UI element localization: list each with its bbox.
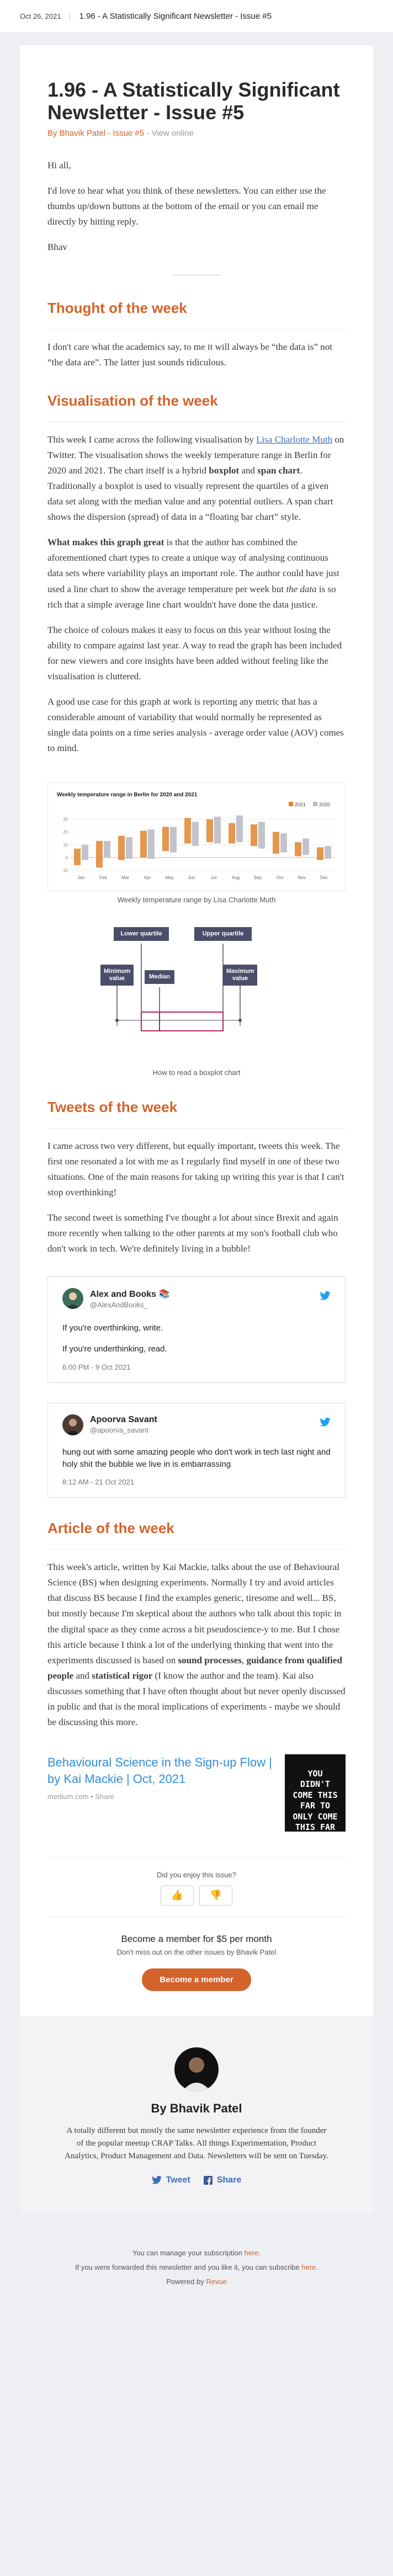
tweets-paragraph-1: I came across two very different, but equally important, tweets this week. The first one resonated a lot with me as I regularly find myself in one of these two situations. One of the main reasons for taking up writing this year is that I can't stop overthinking! — [47, 1141, 344, 1198]
tweets-heading: Tweets of the week — [47, 1099, 178, 1115]
minimum-label: Minimum value — [100, 965, 134, 986]
x-tick-label: Jun — [188, 875, 195, 880]
byline-separator-2: - — [144, 128, 152, 138]
y-tick-label: 20 — [63, 829, 68, 835]
revue-link[interactable]: Revue — [206, 2277, 227, 2286]
text: and — [239, 465, 258, 476]
range-bar-2021 — [295, 842, 301, 856]
range-bar-2021 — [162, 827, 169, 851]
tweet-text: hung out with some amazing people who don't work in tech last night and holy shit the bubble we live in is embarrassing — [62, 1447, 331, 1469]
text: You can manage your subscription — [132, 2248, 245, 2257]
x-tick-label: May — [165, 875, 174, 880]
viz-section — [47, 432, 346, 756]
article-link-meta — [47, 1792, 285, 1801]
intro-body: I'd love to hear what you think of these newsletters. You can either use the thumbs up/down buttons at the bottom of the email or you can email me directly by hitting reply. — [47, 185, 326, 227]
x-tick-label: Dec — [320, 875, 328, 880]
y-tick-label: 30 — [63, 817, 68, 822]
tweet-card[interactable] — [47, 1276, 346, 1383]
legend-swatch — [289, 802, 293, 806]
maximum-label: Maximum value — [223, 965, 257, 986]
text: . — [258, 2248, 261, 2257]
range-bar-2021 — [273, 832, 279, 854]
view-online-link[interactable]: View online — [151, 128, 194, 138]
twitter-bird-icon[interactable] — [320, 1291, 331, 1303]
lisa-charlotte-muth-link[interactable]: Lisa Charlotte Muth — [256, 434, 333, 445]
feedback — [47, 1857, 346, 1917]
x-tick-label: Jul — [210, 875, 217, 880]
share-label: Share — [216, 2175, 242, 2185]
become-member-button[interactable]: Become a member — [142, 1968, 251, 1991]
manage-subscription-link[interactable]: here — [244, 2248, 259, 2257]
tweet-label: Tweet — [166, 2175, 190, 2185]
temperature-chart-svg — [56, 790, 338, 883]
range-bar-2020 — [214, 817, 221, 844]
feedback-buttons — [47, 1886, 346, 1906]
article-section — [47, 1560, 346, 1730]
range-bar-2021 — [140, 831, 147, 858]
thumbs-up-button[interactable]: 👍 — [161, 1886, 194, 1906]
legend-label: 2020 — [319, 802, 331, 807]
text: is that the author has combined the aforementioned chart types to create a unique way of analysing continuous data sets where variability plays an important role. The author could have just used a line chart to show the average temperature per week but — [47, 537, 339, 594]
article-thumbnail[interactable]: YOU DIDN'T COME THIS FAR TO ONLY COME THIS FAR — [285, 1754, 346, 1832]
bold-text: span chart — [257, 465, 300, 476]
upper-quartile-label: Upper quartile — [194, 927, 252, 941]
avatar[interactable] — [62, 1414, 83, 1435]
text: . — [316, 2263, 318, 2271]
top-bar-title: 1.96 - A Statistically Significant Newsletter - Issue #5 — [79, 12, 272, 21]
section-rule — [47, 1549, 346, 1550]
byline-separator: - — [105, 128, 113, 138]
membership-subtitle: Don't miss out on the other issues by Bhavik Patel — [116, 1947, 277, 1956]
tweet-author-name[interactable]: Apoorva Savant — [90, 1415, 157, 1425]
meta-separator: • — [88, 1792, 95, 1801]
legend-swatch — [313, 802, 317, 806]
avatar[interactable] — [62, 1288, 83, 1309]
issue-link[interactable]: Issue #5 — [113, 128, 145, 138]
y-tick-label: -10 — [61, 868, 68, 873]
viz-heading: Visualisation of the week — [47, 392, 218, 409]
signoff: Bhav — [47, 241, 67, 252]
powered-by — [17, 2275, 376, 2289]
text: This week's article, written by Kai Mackie, talks about the use of Behavioural Science (BS) when designing experiments. Normally I try and avoid articles that discuss BS because I find the examples generic, tiresome and well... BS, but mostly because I'm skeptical about the authors who talk about this topic in the digital space as they come across a bit pseudoscience-y to me. But I chose this article because I think a lot of the underlying thinking that went into the experiments discussed is based on — [47, 1562, 342, 1665]
range-bar-2020 — [192, 822, 199, 846]
tweets-section — [47, 1138, 346, 1257]
tweet-timestamp[interactable]: 6:00 PM - 9 Oct 2021 — [62, 1362, 131, 1371]
article-link-card[interactable] — [47, 1754, 346, 1832]
x-tick-label: Aug — [231, 875, 240, 880]
section-rule — [47, 1128, 346, 1129]
text: If you were forwarded this newsletter and you like it, you can subscribe — [75, 2263, 302, 2271]
subscribe-link[interactable]: here — [301, 2263, 316, 2271]
article-heading: Article of the week — [47, 1520, 174, 1537]
range-bar-2021 — [184, 818, 191, 843]
subscribe-note — [17, 2260, 376, 2275]
intro — [47, 158, 346, 255]
thought-body: I don't care what the academics say, to me it will always be “the data is” not “the data are”. The latter just sounds ridiculous. — [47, 342, 333, 368]
bold-text: sound processes — [178, 1654, 242, 1665]
range-bar-2021 — [74, 849, 81, 865]
range-bar-2020 — [236, 816, 243, 843]
x-tick-label: Oct — [276, 875, 284, 880]
viz-paragraph-3: The choice of colours makes it easy to focus on this year without losing the ability to compare against last year. A way to read the graph has been included for new viewers and core insights have been added without feeling like the visualisation is cluttered. — [47, 624, 342, 682]
bold-text: statistical rigor — [92, 1670, 153, 1681]
facebook-icon — [204, 2176, 213, 2185]
range-bar-2020 — [148, 829, 155, 859]
share-buttons — [64, 2175, 329, 2185]
author-name: By Bhavik Patel — [151, 2101, 242, 2115]
text: and — [73, 1670, 92, 1681]
tweet-timestamp[interactable]: 8:12 AM - 21 Oct 2021 — [62, 1478, 135, 1487]
x-tick-label: Feb — [99, 875, 107, 880]
twitter-bird-icon[interactable] — [320, 1418, 331, 1429]
feedback-question: Did you enjoy this issue? — [157, 1870, 236, 1879]
range-bar-2020 — [104, 841, 110, 858]
range-bar-2021 — [206, 819, 213, 843]
boxplot-caption: How to read a boxplot chart — [152, 1068, 241, 1077]
manage-subscription — [17, 2246, 376, 2260]
tweet-line: If you're underthinking, read. — [62, 1344, 167, 1354]
x-tick-label: Nov — [298, 875, 306, 880]
chart-title: Weekly temperature range in Berlin for 2020 and 2021 — [57, 792, 198, 798]
tweet-header — [62, 1414, 331, 1435]
tweet-line: If you're overthinking, write. — [62, 1323, 163, 1333]
median-label: Median — [145, 970, 174, 984]
y-tick-label: 0 — [65, 855, 68, 860]
range-bar-2021 — [251, 824, 257, 846]
facebook-share-button[interactable] — [204, 2175, 241, 2185]
byline — [47, 129, 346, 138]
membership-title: Become a member for $5 per month — [121, 1933, 272, 1944]
italic-text: the data — [286, 583, 317, 594]
range-bar-2021 — [96, 841, 103, 868]
tweet-card[interactable] — [47, 1403, 346, 1498]
range-bar-2021 — [229, 823, 235, 843]
boxplot-diagram — [47, 924, 346, 1068]
viz-paragraph-4: A good use case for this graph at work is reporting any metric that has a considerable amount of variability that would normally be represented as single data points on a time series analysis - average order value (AOV) comes to mind. — [47, 696, 344, 753]
tweet-button[interactable] — [152, 2175, 190, 2185]
tweet-header — [62, 1288, 331, 1309]
range-bar-2020 — [325, 846, 331, 859]
range-bar-2020 — [258, 822, 265, 849]
author-section — [20, 2016, 373, 2213]
range-bar-2021 — [118, 836, 125, 860]
viz-paragraph-1 — [47, 432, 346, 525]
article-body — [47, 1560, 346, 1730]
thought-section — [47, 339, 346, 370]
lower-quartile-label: Lower quartile — [114, 927, 169, 941]
text: on Twitter. The visualisation shows the weekly temperature range in Berlin for 2020 and 2021. The chart itself is a hybrid — [47, 434, 344, 476]
boxplot-drawing — [47, 924, 346, 1062]
range-bar-2020 — [126, 837, 132, 859]
range-bar-2020 — [170, 827, 177, 852]
tweet-author-name[interactable]: Alex and Books 📚 — [90, 1289, 170, 1299]
legend-label: 2021 — [295, 802, 306, 807]
bold-text: What makes this graph great — [47, 537, 164, 548]
author-photo — [174, 2047, 219, 2091]
thought-heading: Thought of the week — [47, 300, 187, 317]
thumbs-down-button[interactable]: 👎 — [199, 1886, 232, 1906]
text: is so rich that a simple average line chart wouldn't have done the data justice. — [47, 583, 336, 610]
article-domain[interactable]: medium.com — [47, 1792, 89, 1801]
tweets-paragraph-2: The second tweet is something I've thought a lot about since Brexit and again more recently when talking to the other parents at my son's football club who don't work in tech. We're definitely living in a bubble! — [47, 1212, 338, 1254]
issue-date: Oct 26, 2021 — [20, 12, 70, 20]
bold-text: boxplot — [209, 465, 240, 476]
issue-title: 1.96 - A Statistically Significant Newsletter - Issue #5 — [47, 78, 340, 124]
x-tick-label: Mar — [121, 875, 129, 880]
twitter-icon — [152, 2176, 162, 2184]
article-link-title[interactable]: Behavioural Science in the Sign-up Flow | by Kai Mackie | Oct, 2021 — [47, 1755, 272, 1786]
article-share-link[interactable]: Share — [95, 1792, 114, 1801]
x-tick-label: Sep — [253, 875, 262, 880]
x-tick-label: Jan — [77, 875, 85, 880]
greeting: Hi all, — [47, 159, 71, 171]
author-bio: A totally different but mostly the same newsletter experience from the founder of the popular meetup CRAP Talks. All things Experimentation, Product Analytics, Product Management and Data. Newsletters will be sent on Tuesday. — [65, 2126, 328, 2161]
range-bar-2020 — [280, 833, 287, 853]
tweet-author-handle[interactable]: @AlexAndBooks_ — [90, 1300, 148, 1309]
tweet-author-handle[interactable]: @apoorva_savant — [90, 1426, 148, 1435]
membership-section — [47, 1917, 346, 2016]
x-tick-label: Apr — [144, 875, 151, 880]
text: . Traditionally a boxplot is used to visually represent the quartiles of a given data set along with the median value and any potential outliers. A span chart shows the dispersion (spread) of data in a “floating bar chart” style. — [47, 465, 333, 523]
footer — [0, 2213, 393, 2311]
bold-text: guidance from qualified people — [47, 1654, 342, 1681]
newsletter-card — [20, 45, 373, 2213]
tweet-text — [62, 1322, 331, 1355]
temperature-chart[interactable] — [47, 783, 346, 891]
chart-caption: Weekly temperature range by Lisa Charlotte Muth — [117, 896, 276, 904]
range-bar-2020 — [302, 838, 309, 855]
range-bar-2021 — [317, 847, 323, 860]
range-bar-2020 — [82, 845, 88, 860]
text: , — [241, 1654, 247, 1665]
y-tick-label: 10 — [63, 842, 68, 848]
text: Powered by — [166, 2277, 206, 2286]
viz-paragraph-2 — [47, 535, 346, 612]
author-link[interactable]: By Bhavik Patel — [47, 128, 106, 138]
text: This week I came across the following visualisation by — [47, 434, 257, 445]
top-bar — [0, 0, 393, 33]
text: (I know the author and the team). Kai also discusses something that I have often thought about but never openly discussed in public and that is the moral implications of experiments - maybe we should be discussing this more. — [47, 1670, 346, 1727]
